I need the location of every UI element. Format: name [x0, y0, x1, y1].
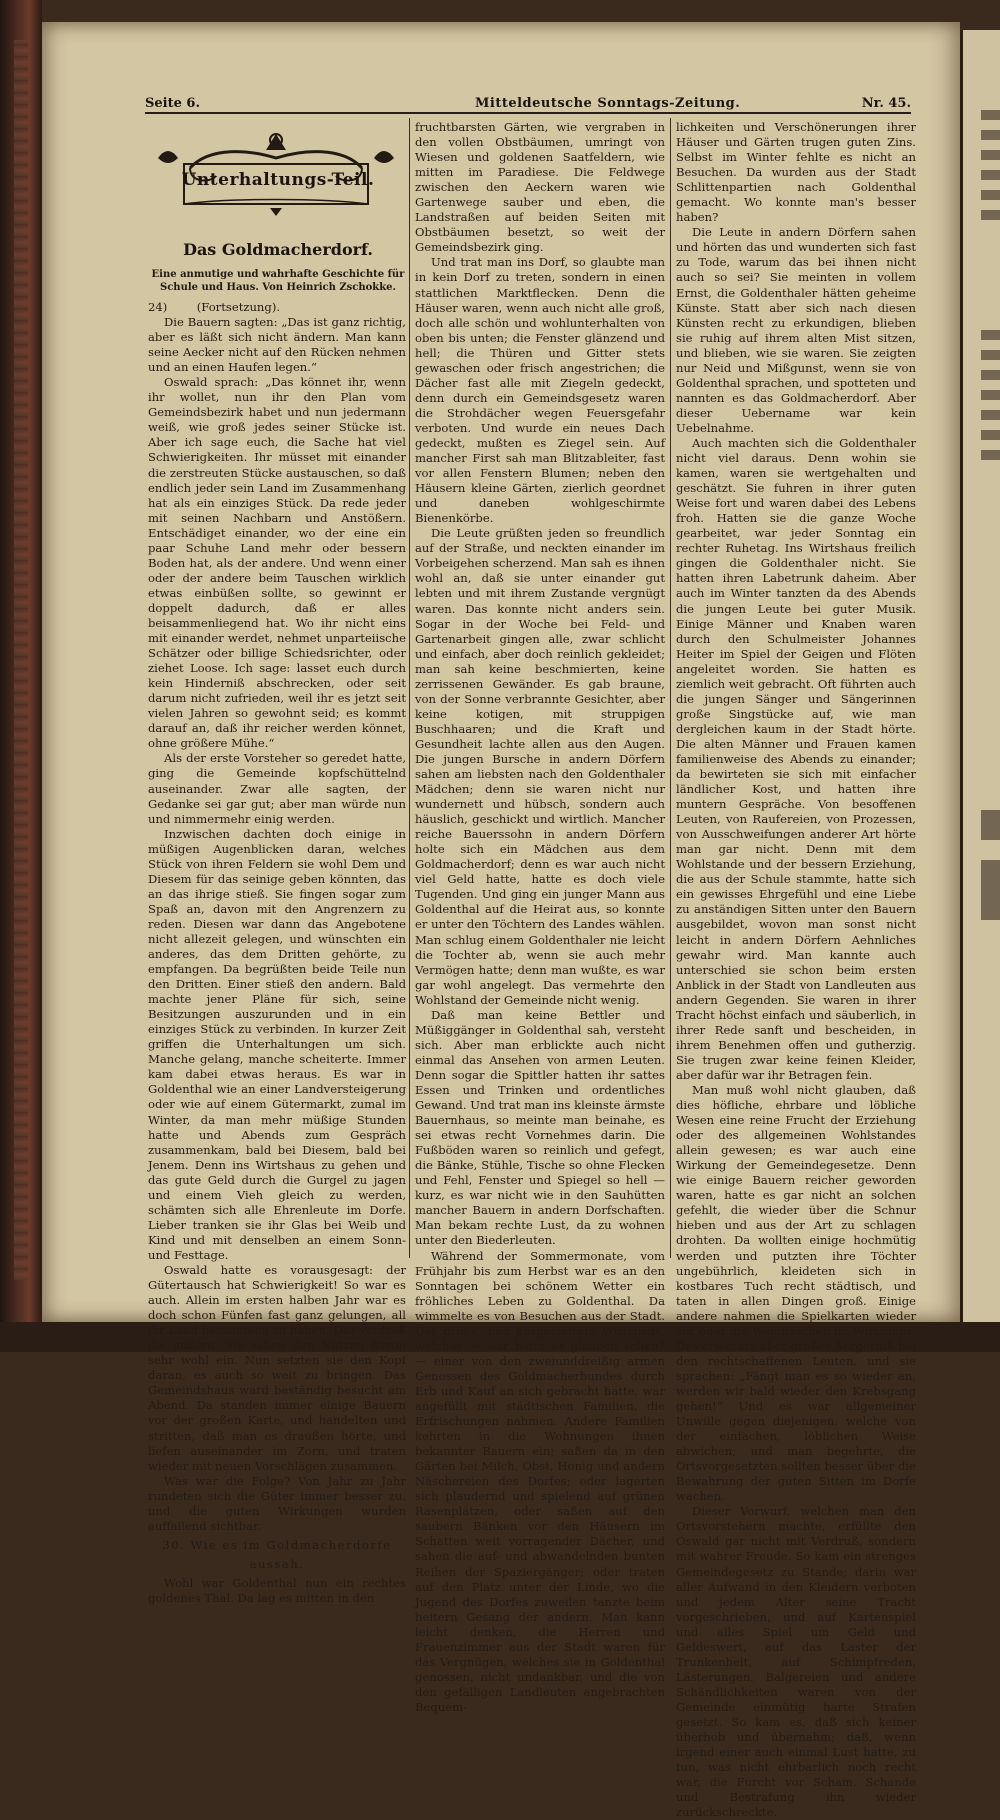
story-subtitle-text: Eine anmutige und wahrhafte Geschichte für Schule und Haus.: [151, 269, 405, 293]
paragraph: Dieser Vorwurf, welchen man den Ortsvorstehern machte, erfüllte den Oswald gar nicht mit Verdruß, sondern mit wahrer Freude. So kam ein strenges Gemeindegesetz zu Stande; darin war aller Aufwand in den Kleidern verboten und jedem Alter seine Tracht vorgeschrieben, und auf Kartenspiel und alles Spiel um Geld und Geldeswert, auf das Laster der Trunkenheit, auf Schimpfreden, Lästerungen, Balgereien und andere Schändlichkeiten waren von der Gemeinde einmütig harte Strafen gesetzt. So kam es, daß sich keiner überhob und übernahm; daß, wenn irgend einer auch einmal Lust hatte, zu tun, was nicht ehrbarlich noch recht war, die Furcht vor Scham, Schande und Bestrafung ihn wieder zurückschreckte.: [676, 1504, 916, 1820]
paragraph: lichkeiten und Verschönerungen ihrer Häuser und Gärten trugen guten Zins. Selbst im Winter fehlte es nicht an Besuchen. Da wurden aus der Stadt Schlittenpartien nach Goldenthal gemacht. Wo konnte man's besser haben?: [676, 120, 916, 225]
header-rule: [145, 112, 911, 114]
column-rule: [409, 118, 410, 1258]
newspaper-title: Mitteldeutsche Sonntags-Zeitung.: [475, 96, 741, 111]
paragraph: Oswald hatte es vorausgesagt: der Gütertausch hat Schwierigkeit! So war es auch. Allein im ersten halben Jahr war es doch schon Fünfen fast ganz gelungen, all ihr Land beisammen zu haben. Das verdroß die andern. Sie sahen den Nutzen davon sehr wohl ein. Nun setzten sie den Kopf daran, es auch so weit zu bringen. Das Gemeindshaus ward beständig besucht am Abend. Da standen immer einige Bauern vor der großen Karte, und handelten und stritten, daß man es draußen hörte, und liefen auseinander im Zorn, und traten wieder mit neuen Vorschlägen zusammen.: [148, 1263, 406, 1473]
paragraph: Die Leute grüßten jeden so freundlich auf der Straße, und neckten einander im Vorbeigehen scherzend. Man sah es ihnen wohl an, daß sie unter einander gut lebten und mit ihrem Zustande vergnügt waren. Das konnte nicht anders sein. Sogar in der Woche bei Feld- und Gartenarbeit gingen alle, zwar schlicht und einfach, aber doch reinlich gekleidet; man sah keine beschmierten, keine zerrissenen Gewänder. Es gab braune, von der Sonne verbrannte Gesichter, aber keine kotigen, mit struppigen Buschhaaren; und die Kraft und Gesundheit lachte allen aus den Augen. Die jungen Bursche in andern Dörfern sahen am liebsten nach den Goldenthaler Mädchen; denn sie waren nicht nur wundernett und hübsch, sondern auch häuslich, geschickt und wirtlich. Mancher reiche Bauerssohn in andern Dörfern holte sich ein Mädchen aus dem Goldmacherdorf; denn es war auch nicht viel Geld hatte, hatte es doch viele Tugenden. Und ging ein junger Mann aus Goldenthal auf die Heirat aus, so konnte er unter den Töchtern des Landes wählen. Man schlug einem Goldenthaler nie leicht die Tochter ab, wenn sie auch mehr Vermögen hatte; denn man wußte, es war gar wohl angelegt. Das vermehrte den Wohlstand der Gemeinde nicht wenig.: [415, 526, 665, 1007]
page-number: Seite 6.: [145, 96, 200, 111]
paragraph: Daß man keine Bettler und Müßiggänger in Goldenthal sah, versteht sich. Aber man erblickte auch nicht einmal das Ansehen von armen Leuten. Denn sogar die Spittler hatten ihr sattes Essen und Trinken und ordentliches Gewand. Und trat man ins kleinste ärmste Bauernhaus, so meinte man beinahe, es sei etwas recht Vornehmes darin. Die Fußböden waren so reinlich und gefegt, die Bänke, Stühle, Tische so ohne Flecken und Fehl, Fenster und Spiegel so hell — kurz, es war nicht wie in den Sauhütten mancher Bauern in andern Dorfschaften. Man bekam rechte Lust, da zu wohnen unter den Biederleuten.: [415, 1007, 665, 1248]
chapter-heading: 30. Wie es im Goldmacherdorfe: [162, 1537, 392, 1552]
story-title: Das Goldmacherdorf.: [183, 240, 373, 259]
paragraph: Was war die Folge? Von Jahr zu Jahr rundeten sich die Güter immer besser zu, und die guten Wirkungen wurden auffallend sichtbar.: [148, 1473, 406, 1533]
chapter-heading-cont: aussah.: [249, 1556, 305, 1571]
paragraph: Inzwischen dachten doch einige in müßigen Augenblicken daran, welches Stück von ihren Feldern sie wohl Dem und Diesem für das seinige geben könnten, das an das ihrige stieß. Sie fingen sogar zum Spaß an, davon mit den Angrenzern zu reden. Diesen war dann das Angebotene nicht allezeit gelegen, und wünschten ein anderes, das dem Dritten gehörte, zu empfangen. Da begrüßten beide Teile nun den Dritten. Einer stieß den andern. Bald machte jener Pläne für sich, seine Besitzungen auszurunden und in ein einziges Stück zu verbinden. In kurzer Zeit griffen die Unterhaltungen um sich. Manche gelang, manche scheiterte. Immer kam dabei etwas heraus. Es war in Goldenthal wie an einer Landversteigerung oder wie auf einem Gütermarkt, zumal im Winter, da man mehr müßige Stunden hatte und Abends zum Gespräch zusammenkam, bald bei Diesem, bald bei Jenem. Denn ins Wirtshaus zu gehen und das gute Geld durch die Gurgel zu jagen und einem Vieh gleich zu werden, schämten sich alle Ehrenleute im Dorfe. Lieber tranken sie ihr Glas bei Weib und Kind und mit denselben an einem Sonn- und Festtage.: [148, 826, 406, 1262]
paragraph: Und trat man ins Dorf, so glaubte man in kein Dorf zu treten, sondern in einen stattlichen Marktflecken. Denn die Häuser waren, wenn auch nicht alle groß, doch alle schön und wohlunterhalten von oben bis unten; die Fenster glänzend und hell; die Thüren und Gitter stets gewaschen oder frisch angestrichen; die Dächer fast alle mit Ziegeln gedeckt, denn durch ein Gemeindsgesetz waren die Strohdächer wegen Feuersgefahr verboten. Und wurde ein neues Dach gedeckt, mußten es Ziegel sein. Auf mancher First sah man Blitzableiter, fast vor allen Fenstern Blumen; neben den Häusern kleine Gärten, zierlich geordnet und daneben wohlgeschirmte Bienenkörbe.: [415, 255, 665, 526]
paragraph: Die Leute in andern Dörfern sahen und hörten das und wunderten sich fast zu Tode, warum das bei ihnen nicht auch so sei? Sie meinten in vollem Ernst, die Goldenthaler hätten geheime Künste. Statt aber sich nach diesen Künsten recht zu erkundigen, blieben sie ruhig auf ihrem alten Mist sitzen, und blieben, wie sie waren. Sie zeigten nur Neid und Mißgunst, wenn sie von Goldenthal sprachen, und spotteten und nannten es das Goldmacherdorf. Aber dieser Uebername war kein Uebelnahme.: [676, 225, 916, 435]
continuation-label: (Fortsetzung).: [196, 300, 281, 314]
paragraph: Während der Sommermonate, vom Frühjahr bis zum Herbst war es an den Sonntagen bei schönem Wetter ein fröhliches Leben zu Goldenthal. Da wimmelte es von Besuchen aus der Stadt. Das große, neu ausgestattete Wirtshaus, welches — wär hätte es glauben sollen? — einer von den zweiunddreißig armen Genossen des Goldmacherbundes durch Erb und Kauf an sich gebracht hatte, war angefüllt mit städtischen Familien, die Erfrischungen nahmen. Andere Familien kehrten in die Wohnungen ihnen bekannter Bauern ein; saßen da in den Gärten bei Milch, Obst, Honig und andern Näschereien des Dorfes; oder lagerten sich plaudernd und spielend auf grünen Rasenplätzen, oder saßen auf den saubern Bänken vor den Häusern im Schatten weit vorragender Dächer, und sahen die auf- und abwandelnden bunten Reihen der Spaziergänger; oder traten auf den Platz unter der Linde, wo die Jugend des Dorfes zuweilen tanzte beim heitern Gesang der andern. Man kann leicht denken, die Herren und Frauenzimmer aus der Stadt waren für das Vergnügen, welches sie in Goldenthal genossen, nicht undankbar, und die von den gefälligen Landleuten angebrachten Bequem-: [415, 1248, 665, 1714]
column-3: [676, 120, 916, 1820]
story-author: Von Heinrich Zschokke.: [262, 282, 397, 293]
book-binding: [0, 0, 42, 1352]
column-rule: [670, 118, 671, 1258]
next-page-edge: [960, 30, 1000, 1330]
paragraph: Oswald sprach: „Das könnet ihr, wenn ihr wollet, nun ihr den Plan vom Gemeindsbezirk habet und nun jedermann weiß, wie groß jedes seiner Stücke ist. Aber ich sage euch, die Sache hat viel Schwierigkeiten. Ihr müsset mit einander die zerstreuten Stücke austauschen, so daß endlich jeder sein Land im Zusammenhang hat als ein einziges Stück. Da rede jeder mit seinen Nachbarn und Anstößern. Entschädiget einander, wo der eine ein paar Schuhe Land mehr oder bessern Boden hat, als der andere. Und wenn einer oder der andere beim Tauschen wirklich etwas einbüßen sollte, so gewinnt er doppelt dadurch, daß er alles beisammenliegend hat. Wo ihr nicht eins mit einander werdet, nehmet unparteiische Schätzer oder billige Schiedsrichter, oder ziehet Loose. Ich sage: lasset euch durch kein Hinderniß abschrecken, oder seit darum nicht zufrieden, weil ihr es jetzt seit vielen Jahren so gewohnt seid; es kommt darauf an, daß ihr reicher werden könnet, ohne größere Mühe.“: [148, 375, 406, 751]
column-2: [415, 120, 665, 1715]
binding-stripe: [14, 40, 28, 1280]
paragraph: Wohl war Goldenthal nun ein rechtes goldenes Thal. Da lag es mitten in den: [148, 1575, 406, 1605]
paragraph: Die Bauern sagten: „Das ist ganz richtig, aber es läßt sich nicht ändern. Man kann seine Aecker nicht auf den Rücken nehmen und an einen Haufen legen.“: [148, 315, 406, 375]
paragraph: Man muß wohl nicht glauben, daß dies höfliche, ehrbare und löbliche Wesen eine reine Frucht der Erziehung oder des allgemeinen Wohlstandes allein gewesen; es war auch eine Wirkung der Gemeindegesetze. Denn wie einige Bauern reicher geworden waren, hatte es gar nicht an solchen gefehlt, die wieder über die Schnur hieben und aus der Art zu schlagen drohten. Da wollten einige hochmütig werden und putzten ihre Töchter ungebührlich, kleideten sich in kostbares Tuch recht städtisch, und taten in allen Dingen groß. Einige andere nahmen die Spielkarten wieder vor oder die Weinflaschen im Wirtshaus. Das erweckte aber großes Aergerniß bei den rechtschaffenen Leuten, und sie sprachen: „Fängt man es so wieder an, werden wir bald wieder den Krebsgang gehen!“ Und es war allgemeiner Unwille gegen diejenigen, welche von der einfachen, löblichen Weise abwichen; und man begehrte, die Ortsvorgesetzten sollten besser über die Bewahrung der guten Sitten im Dorfe wachen.: [676, 1083, 916, 1504]
section-title: Unterhaltungs-Teil.: [181, 170, 375, 190]
continuation-line: [148, 300, 406, 315]
story-subtitle: [150, 268, 406, 294]
issue-number: Nr. 45.: [861, 96, 911, 111]
continuation-number: 24): [148, 300, 168, 314]
column-1: [148, 300, 406, 1606]
paragraph: Auch machten sich die Goldenthaler nicht viel daraus. Denn wohin sie kamen, waren sie wertgehalten und geschätzt. Sie fuhren in ihrer guten Weise fort und waren dabei des Lebens froh. Hatten sie die ganze Woche gearbeitet, war jeder Sonntag ein rechter Ruhetag. Ins Wirtshaus freilich gingen die Goldenthaler nicht. Sie hatten ihren Labetrunk daheim. Aber auch im Winter tanzten da des Abends die jungen Leute bei guter Musik. Einige Männer und Knaben waren durch den Schulmeister Johannes Heiter im Spiel der Geigen und Flöten angeleitet worden. Sie hatten es ziemlich weit gebracht. Oft führten auch die jungen Sänger und Sängerinnen große Singstücke auf, wie man dergleichen kaum in der Stadt hörte. Die alten Männer und Frauen kamen familienweise des Abends zu einander; da bewirteten sie sich mit einfacher ländlicher Kost, und hatten ihre muntern Gespräche. Von besoffenen Leuten, von Raufereien, von Prozessen, von Ausschweifungen anderer Art hörte man gar nicht. Denn mit dem Wohlstande und der bessern Erziehung, die aus der Schule stammte, hatte sich ein gewisses Ehrgefühl und eine Liebe zu anständigen Sitten unter den Bauern ausgebildet, wovon man sonst nicht leicht in andern Dörfern Aehnliches gewahr wird. Man kannte auch unterschied sie schon beim ersten Anblick in der Stadt von Landleuten aus andern Gegenden. Sie waren in ihrer Tracht höchst einfach und säuberlich, in ihrer Rede sanft und bescheiden, in ihrem Benehmen offen und gutherzig. Sie trugen zwar keine feinen Kleider, aber dafür war ihr Betragen fein.: [676, 435, 916, 1082]
paragraph: Als der erste Vorsteher so geredet hatte, ging die Gemeinde kopfschüttelnd auseinander. Zwar alle sagten, der Gedanke sei gar gut; aber man würde nun und nimmermehr einig werden.: [148, 751, 406, 826]
paragraph: fruchtbarsten Gärten, wie vergraben in den vollen Obstbäumen, umringt von Wiesen und goldenen Saatfeldern, wie mitten im Paradiese. Die Feldwege zwischen den Aeckern waren wie Gartenwege sauber und eben, die Landstraßen auf beiden Seiten mit Obstbäumen besetzt, so weit der Gemeindsbezirk ging.: [415, 120, 665, 255]
